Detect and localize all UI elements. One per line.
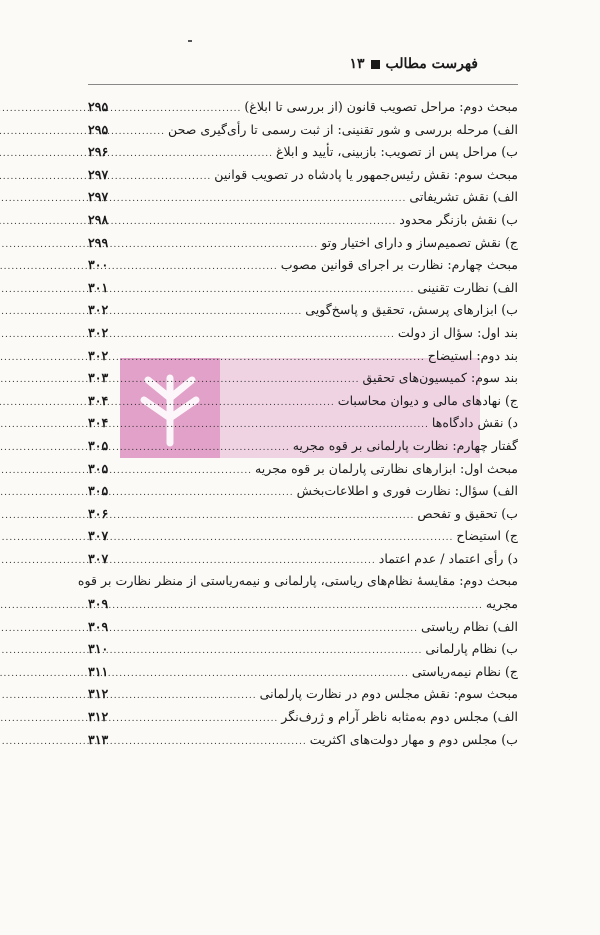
- toc-entry-page: ۳۰۴: [88, 415, 109, 431]
- toc-entry: [88, 345, 518, 368]
- toc-entry-title: د) رأی اعتماد / عدم اعتماد: [378, 550, 518, 566]
- dot-leader: [111, 256, 277, 279]
- toc-entry-page: ۲۹۷: [88, 166, 109, 182]
- toc-entry-title: بند دوم: استیضاح: [427, 347, 518, 363]
- toc-entry: [88, 503, 518, 526]
- toc-entry: [88, 232, 518, 255]
- toc-entry-page: ۳۰۳: [88, 370, 109, 386]
- dot-leader: [111, 640, 422, 663]
- toc-entry: [88, 141, 518, 164]
- dot-leader: [111, 731, 306, 754]
- toc-entry-page: ۳۰۲: [88, 347, 109, 363]
- toc-entry-title: مبحث اول: ابزارهای نظارتی پارلمان بر قوه مجریه: [255, 460, 518, 476]
- header-page-number: ۱۳: [349, 56, 365, 72]
- dot-leader: [111, 166, 211, 189]
- toc-entry-page: ۲۹۶: [88, 144, 109, 160]
- dot-leader: [111, 301, 302, 324]
- toc-entry: [88, 548, 518, 571]
- toc-entry: [88, 706, 518, 729]
- toc-entry-title: ج) نقش تصمیم‌ساز و دارای اختیار وتو: [321, 234, 518, 250]
- toc-entry-page: ۳۰۵: [88, 437, 109, 453]
- toc-entry-page: ۲۹۷: [88, 189, 109, 205]
- toc-entry: [88, 277, 518, 300]
- scan-speck: [188, 40, 192, 42]
- dot-leader: [111, 211, 396, 234]
- dot-leader: [111, 98, 241, 121]
- dot-leader: [111, 595, 483, 618]
- toc-entry-title: الف) نقش تشریفاتی: [409, 189, 518, 205]
- toc-entry: [88, 458, 518, 481]
- header-rule: [88, 84, 518, 85]
- toc-entry: [88, 525, 518, 548]
- toc-entry-title: ج) نظام نیمه‌ریاستی: [411, 663, 518, 679]
- toc-entry-title: الف) مرحله بررسی و شور تقنینی: از ثبت رسمی تا رأی‌گیری صحن: [168, 121, 518, 137]
- toc-entry-page: ۲۹۹: [88, 234, 109, 250]
- dot-leader: [111, 663, 409, 686]
- dot-leader: [111, 234, 318, 257]
- toc-entry: [88, 661, 518, 684]
- dot-leader: [111, 708, 278, 731]
- dot-leader: [111, 347, 425, 370]
- dot-leader: [111, 685, 256, 708]
- table-of-contents: [77, 96, 518, 751]
- toc-entry-page: ۳۰۰: [88, 257, 109, 273]
- square-bullet-icon: [371, 60, 380, 69]
- toc-entry-page: ۳۰۶: [88, 505, 109, 521]
- toc-entry-title: د) نقش دادگاه‌ها: [431, 415, 518, 431]
- toc-entry-title: ب) نظام پارلمانی: [425, 641, 518, 657]
- toc-entry-title: الف) مجلس دوم به‌مثابه ناظر آرام و ژرف‌نگر: [281, 709, 518, 725]
- toc-entry: [88, 729, 518, 752]
- toc-entry-page: ۳۰۹: [88, 618, 109, 634]
- toc-entry: [88, 299, 518, 322]
- toc-entry-title: مبحث سوم: نقش مجلس دوم در نظارت پارلمانی: [259, 686, 518, 702]
- toc-entry-title: ج) نهادهای مالی و دیوان محاسبات: [337, 392, 518, 408]
- toc-entry: [88, 480, 518, 503]
- dot-leader: [111, 279, 414, 302]
- page-header: [349, 56, 478, 72]
- toc-entry-page: ۳۱۲: [88, 686, 109, 702]
- dot-leader: [111, 392, 334, 415]
- toc-entry-page: ۳۰۹: [88, 596, 109, 612]
- toc-entry-title: مبحث چهارم: نظارت بر اجرای قوانین مصوب: [280, 257, 518, 273]
- toc-entry-title: الف) سؤال: نظارت فوری و اطلاعات‌بخش: [296, 483, 518, 499]
- toc-entry-page: ۳۰۲: [88, 324, 109, 340]
- dot-leader: [111, 618, 418, 641]
- header-title: فهرست مطالب: [385, 56, 478, 72]
- toc-entry-page: ۳۱۲: [88, 709, 109, 725]
- toc-entry-page: ۲۹۵: [88, 121, 109, 137]
- toc-entry-page: ۳۰۵: [88, 483, 109, 499]
- toc-entry-page: ۳۰۲: [88, 302, 109, 318]
- dot-leader: [111, 437, 289, 460]
- toc-entry-title: ب) تحقیق و تفحص: [417, 505, 518, 521]
- toc-entry-page: ۳۰۱: [88, 279, 109, 295]
- dot-leader: [111, 460, 252, 483]
- toc-entry: [88, 119, 518, 142]
- dot-leader: [111, 121, 165, 144]
- toc-entry: [88, 616, 518, 639]
- toc-entry-title: مبحث دوم: مراحل تصویب قانون (از بررسی تا ابلاغ): [244, 99, 518, 114]
- toc-entry: [88, 683, 518, 706]
- toc-entry-page: ۲۹۵: [88, 99, 109, 114]
- dot-leader: [111, 527, 453, 550]
- toc-entry: [88, 412, 518, 435]
- toc-entry: [77, 570, 518, 615]
- toc-entry: [88, 322, 518, 345]
- toc-entry-page: ۳۰۷: [88, 550, 109, 566]
- toc-entry-title: ب) مجلس دوم و مهار دولت‌های اکثریت: [309, 731, 518, 747]
- toc-entry-title: الف) نظام ریاستی: [420, 618, 518, 634]
- toc-entry-title: ب) ابزارهای پرسش، تحقیق و پاسخ‌گویی: [305, 302, 518, 318]
- dot-leader: [111, 482, 293, 505]
- toc-entry: [88, 164, 518, 187]
- toc-entry-page: ۳۱۳: [88, 731, 109, 747]
- toc-entry-title: ب) مراحل پس از تصویب: بازبینی، تأیید و ابلاغ: [276, 144, 518, 160]
- toc-entry-title: ب) نقش بازنگر محدود: [399, 211, 518, 227]
- toc-entry-page: ۳۱۱: [88, 663, 109, 679]
- toc-entry: [88, 390, 518, 413]
- dot-leader: [111, 369, 359, 392]
- toc-entry-title: مبحث دوم: مقایسهٔ نظام‌های ریاستی، پارلمانی و نیمه‌ریاستی از منظر نظارت بر قوه: [77, 573, 518, 589]
- toc-entry: [88, 209, 518, 232]
- toc-entry-page: ۲۹۸: [88, 211, 109, 227]
- toc-entry-title: مبحث سوم: نقش رئیس‌جمهور یا پادشاه در تصویب قوانین: [214, 166, 518, 182]
- toc-entry-title: بند اول: سؤال از دولت: [397, 324, 518, 340]
- toc-entry-page: ۳۰۷: [88, 528, 109, 544]
- toc-entry-page: ۳۰۵: [88, 460, 109, 476]
- toc-entry: [88, 367, 518, 390]
- dot-leader: [111, 324, 395, 347]
- dot-leader: [111, 188, 406, 211]
- dot-leader: [111, 550, 375, 573]
- toc-entry-page: ۳۰۴: [88, 392, 109, 408]
- toc-entry-title: گفتار چهارم: نظارت پارلمانی بر قوه مجریه: [292, 437, 518, 453]
- toc-entry-page: ۳۱۰: [88, 641, 109, 657]
- toc-entry: [88, 186, 518, 209]
- dot-leader: [111, 143, 273, 166]
- toc-entry-title: ج) استیضاح: [456, 528, 518, 544]
- toc-entry: [88, 435, 518, 458]
- toc-entry-title-continuation: مجریه: [485, 596, 518, 612]
- dot-leader: [111, 414, 429, 437]
- toc-entry: [88, 254, 518, 277]
- toc-entry-title: الف) نظارت تقنینی: [417, 279, 518, 295]
- toc-entry-title: بند سوم: کمیسیون‌های تحقیق: [362, 370, 518, 386]
- dot-leader: [111, 505, 414, 528]
- toc-entry: [88, 638, 518, 661]
- toc-entry: [88, 96, 518, 119]
